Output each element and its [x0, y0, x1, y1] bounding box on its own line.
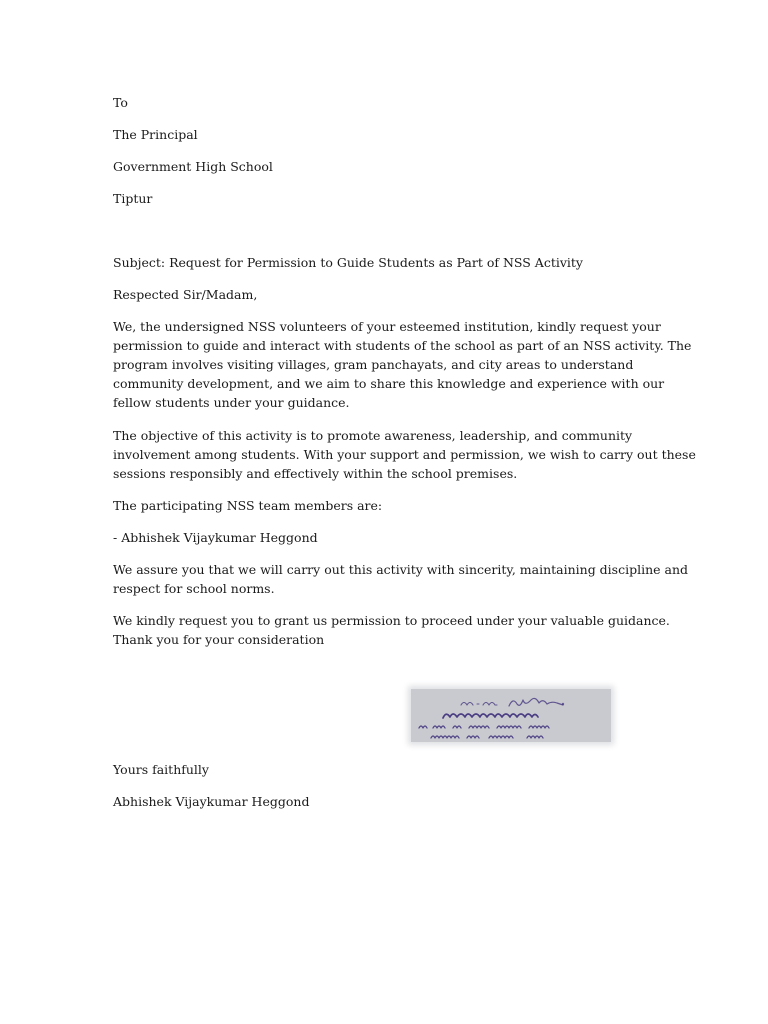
paragraph-line: fellow students under your guidance. — [113, 395, 350, 410]
paragraph-request — [113, 317, 692, 412]
paragraph-line: respect for school norms. — [113, 581, 275, 596]
paragraph-assurance — [113, 560, 688, 598]
paragraph-line: We, the undersigned NSS volunteers of your esteemed institution, kindly request your — [113, 319, 661, 334]
paragraph-line: We assure you that we will carry out this activity with sincerity, maintaining discipline and — [113, 562, 688, 577]
official-seal-stamp — [411, 689, 611, 742]
members-intro: The participating NSS team members are: — [113, 498, 383, 513]
paragraph-line: sessions responsibly and effectively within the school premises. — [113, 466, 518, 481]
paragraph-line: We kindly request you to grant us permission to proceed under your valuable guidance. — [113, 613, 670, 628]
paragraph-line: permission to guide and interact with students of the school as part of an NSS activity. The — [113, 338, 692, 353]
salutation: Respected Sir/Madam, — [113, 287, 258, 302]
paragraph-line: The objective of this activity is to promote awareness, leadership, and community — [113, 428, 633, 443]
signatory-name: Abhishek Vijaykumar Heggond — [113, 794, 310, 809]
recipient-title: The Principal — [113, 127, 198, 142]
member-item: - Abhishek Vijaykumar Heggond — [113, 530, 318, 545]
subject-line: Subject: Request for Permission to Guide Students as Part of NSS Activity — [113, 255, 583, 270]
paragraph-closing-request — [113, 611, 670, 649]
stamp-ink-icon — [411, 689, 611, 742]
paragraph-line: program involves visiting villages, gram panchayats, and city areas to understand — [113, 357, 634, 372]
closing-phrase: Yours faithfully — [113, 762, 209, 777]
paragraph-line: Thank you for your consideration — [113, 632, 325, 647]
paragraph-line: community development, and we aim to share this knowledge and experience with our — [113, 376, 665, 391]
address-to: To — [113, 95, 128, 110]
paragraph-line: involvement among students. With your support and permission, we wish to carry out these — [113, 447, 696, 462]
town-name: Tiptur — [113, 191, 153, 206]
school-name: Government High School — [113, 159, 273, 174]
paragraph-objective — [113, 426, 696, 483]
